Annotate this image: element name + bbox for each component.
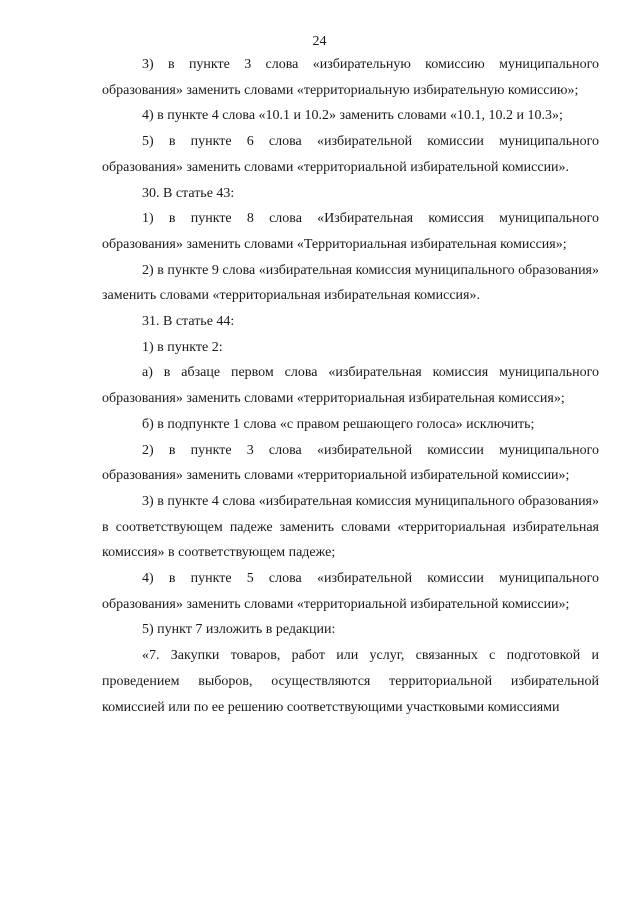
- paragraph-item-1: 1) в пункте 2:: [142, 339, 223, 355]
- paragraph-item-3: 3) в пункте 4 слова «избирательная комиссия муниципального образования» в соответствующем падеже заменить словами «территориальная избирательная комиссия» в соответствующем падеже;: [102, 493, 599, 561]
- subparagraph-a: а) в абзаце первом слова «избирательная комиссия муниципального образования» заменить словами «территориальная избирательная комиссия»;: [102, 365, 599, 407]
- paragraph-item-5: 5) пункт 7 изложить в редакции:: [142, 622, 336, 638]
- paragraph-item-3: 3) в пункте 3 слова «избирательную комиссию муниципального образования» заменить словами «территориальную избирательную комиссию»;: [102, 57, 599, 98]
- subparagraph-b: б) в подпункте 1 слова «с правом решающего голоса» исключить;: [142, 416, 535, 432]
- quoted-paragraph: «7. Закупки товаров, работ или услуг, связанных с подготовкой и проведением выборов, осуществляются территориальной избирательной комиссией или по ее решению соответствующими участковыми комиссиями: [102, 648, 599, 715]
- paragraph-item-4: 4) в пункте 5 слова «избирательной комиссии муниципального образования» заменить словами «территориальной избирательной комиссии»;: [102, 571, 599, 612]
- article-43-heading: 30. В статье 43:: [142, 185, 235, 201]
- paragraph-item-1: 1) в пункте 8 слова «Избирательная комиссия муниципального образования» заменить словами «Территориальная избирательная комиссия»;: [102, 211, 599, 252]
- article-44-heading: 31. В статье 44:: [142, 314, 235, 330]
- paragraph-item-2: 2) в пункте 9 слова «избирательная комиссия муниципального образования» заменить словами «территориальная избирательная комиссия».: [102, 262, 599, 304]
- document-body: [102, 52, 599, 720]
- paragraph-item-5: 5) в пункте 6 слова «избирательной комиссии муниципального образования» заменить словами «территориальной избирательной комиссии».: [102, 134, 599, 175]
- page-number: 24: [312, 34, 327, 49]
- paragraph-item-4: 4) в пункте 4 слова «10.1 и 10.2» заменить словами «10.1, 10.2 и 10.3»;: [142, 108, 563, 124]
- paragraph-item-2: 2) в пункте 3 слова «избирательной комиссии муниципального образования» заменить словами «территориальной избирательной комиссии»;: [102, 442, 599, 484]
